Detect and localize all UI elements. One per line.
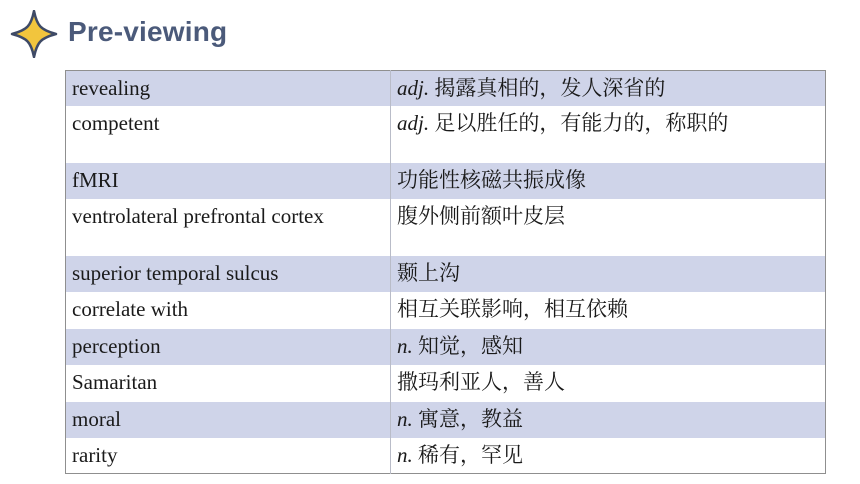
- part-of-speech: n.: [397, 333, 413, 358]
- meaning-cell: [391, 365, 826, 402]
- term-cell: moral: [66, 402, 391, 438]
- definition: 足以胜任的，有能力的，称职的: [429, 110, 729, 135]
- page-title: Pre-viewing: [68, 16, 228, 47]
- table-row: [66, 438, 826, 474]
- table-row: [66, 256, 826, 292]
- table-row: [66, 292, 826, 329]
- part-of-speech: adj.: [397, 76, 430, 100]
- definition: 相互关联影响，相互依赖: [397, 296, 628, 321]
- meaning-cell: [391, 163, 826, 199]
- meaning-cell: [391, 329, 826, 365]
- term-cell: competent: [66, 106, 391, 163]
- vocabulary-table: [65, 70, 826, 474]
- definition: 撒玛利亚人，善人: [397, 369, 565, 394]
- meaning-cell: [391, 256, 826, 292]
- definition: 颞上沟: [397, 260, 460, 285]
- definition: 知觉，感知: [412, 333, 523, 358]
- meaning-cell: [391, 402, 826, 438]
- table-row: [66, 106, 826, 163]
- part-of-speech: adj.: [397, 110, 430, 135]
- table-row: [66, 71, 826, 106]
- four-point-star-icon: [10, 10, 58, 58]
- term-cell: revealing: [66, 71, 391, 106]
- term-cell: fMRI: [66, 163, 391, 199]
- definition: 揭露真相的，发人深省的: [429, 76, 666, 100]
- meaning-cell: [391, 106, 826, 163]
- definition: 功能性核磁共振成像: [397, 167, 586, 192]
- term-cell: Samaritan: [66, 365, 391, 402]
- part-of-speech: n.: [397, 406, 413, 431]
- term-cell: correlate with: [66, 292, 391, 329]
- term-cell: perception: [66, 329, 391, 365]
- table-row: [66, 329, 826, 365]
- meaning-cell: [391, 71, 826, 106]
- term-cell: ventrolateral prefrontal cortex: [66, 199, 391, 256]
- definition: 寓意，教益: [412, 406, 523, 431]
- table-row: [66, 402, 826, 438]
- definition: 稀有，罕见: [412, 442, 523, 467]
- meaning-cell: [391, 199, 826, 256]
- term-cell: rarity: [66, 438, 391, 474]
- term-cell: superior temporal sulcus: [66, 256, 391, 292]
- table-row: [66, 163, 826, 199]
- definition: 腹外侧前额叶皮层: [397, 203, 565, 228]
- part-of-speech: n.: [397, 442, 413, 467]
- table-row: [66, 199, 826, 256]
- meaning-cell: [391, 438, 826, 474]
- table-row: [66, 365, 826, 402]
- meaning-cell: [391, 292, 826, 329]
